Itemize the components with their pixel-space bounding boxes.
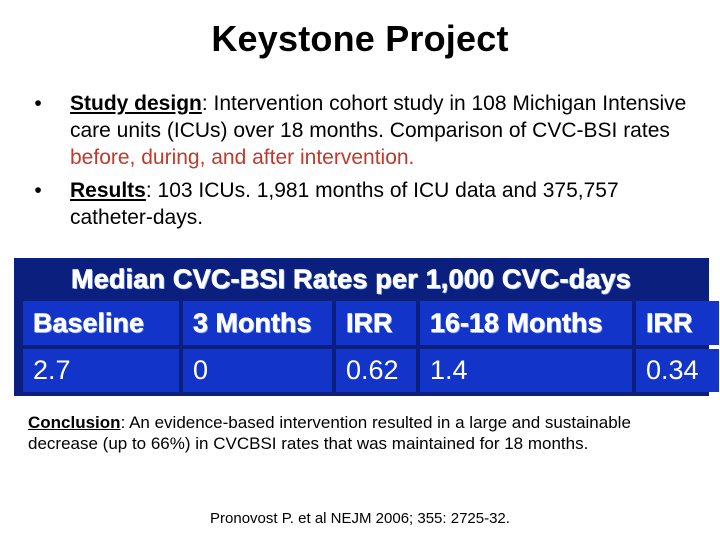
- header-cell-16-18-months: 16-18 Months: [420, 301, 632, 345]
- value-cell-irr-1: 0.62: [336, 349, 416, 392]
- rates-table: [14, 258, 709, 396]
- value-cell-baseline: 2.7: [23, 349, 179, 392]
- table-title: Median CVC-BSI Rates per 1,000 CVC-days: [71, 263, 631, 294]
- header-cell-irr-2: IRR: [636, 301, 719, 345]
- bullet-results: [28, 177, 698, 231]
- conclusion-text: : An evidence-based intervention resulted in a large and sustainable decrease (up to 66%) in CVCBSI rates that was maintained for 18 months.: [28, 413, 631, 453]
- bullet-dot-icon: •: [34, 92, 42, 115]
- citation: Pronovost P. et al NEJM 2006; 355: 2725-32.: [210, 510, 510, 527]
- header-cell-baseline: Baseline: [23, 301, 179, 345]
- value-cell-16-18-months: 1.4: [420, 349, 632, 392]
- study-design-label: Study design: [70, 92, 202, 115]
- header-cell-3-months: 3 Months: [183, 301, 332, 345]
- bullet-list: [28, 90, 698, 237]
- conclusion: [28, 412, 698, 454]
- bullet-dot-icon: •: [34, 179, 42, 202]
- header-cell-irr-1: IRR: [336, 301, 416, 345]
- study-design-text: : Intervention cohort study in 108 Michigan Intensive care units (ICUs) over 18 months. Comparison of CVC-BSI rates: [70, 92, 687, 142]
- value-cell-3-months: 0: [183, 349, 332, 392]
- results-text: : 103 ICUs. 1,981 months of ICU data and 375,757 catheter-days.: [70, 179, 619, 229]
- slide-title: Keystone Project: [211, 18, 509, 59]
- bullet-study-design: [28, 90, 698, 171]
- conclusion-label: Conclusion: [28, 413, 121, 432]
- results-label: Results: [70, 179, 146, 202]
- value-cell-irr-2: 0.34: [636, 349, 719, 392]
- table-grid: [23, 301, 703, 392]
- study-design-highlight: before, during, and after intervention.: [70, 146, 415, 169]
